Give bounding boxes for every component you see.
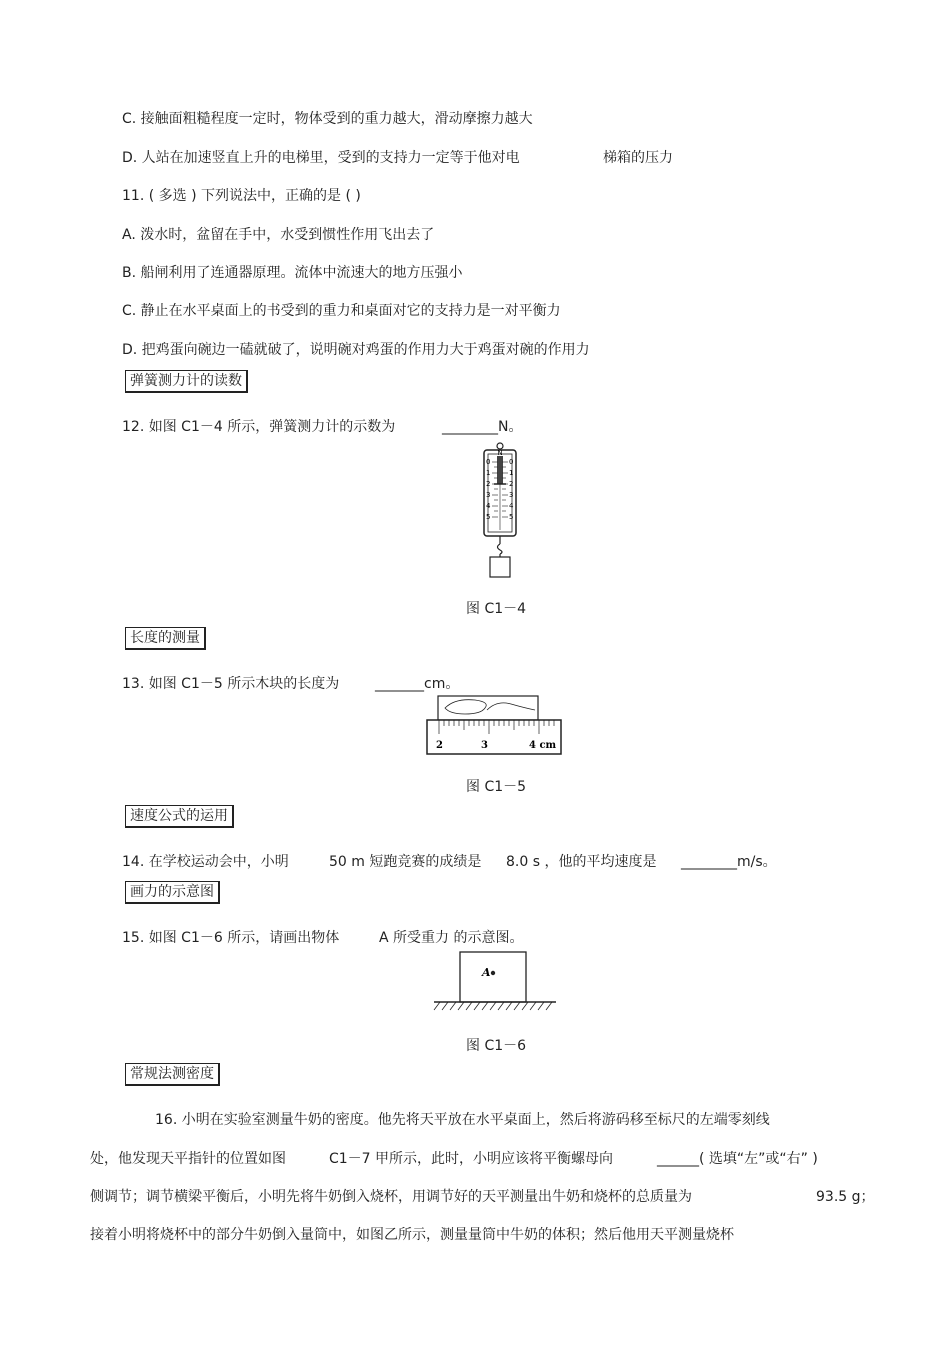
center-of-gravity-dot [491, 971, 495, 975]
svg-text:4 cm: 4 cm [529, 740, 557, 751]
section-label-force-diagram: 画力的示意图 [125, 881, 220, 904]
svg-text:2: 2 [486, 480, 491, 488]
section-label-length: 长度的测量 [125, 627, 206, 650]
question-11-option-b: B. 船闸利用了连通器原理。流体中流速大的地方压强小 [122, 265, 463, 281]
option-d-elevator-end: 梯箱的压力 [603, 150, 673, 166]
svg-text:3: 3 [509, 491, 514, 499]
spring-scale-figure [470, 440, 530, 580]
block-a-label: A [482, 966, 491, 979]
svg-text:0: 0 [509, 458, 514, 466]
option-d-elevator: D. 人站在加速竖直上升的电梯里，受到的支持力一定等于他对电 [122, 150, 520, 166]
section-label-speed-formula: 速度公式的运用 [125, 805, 234, 828]
question-12-blank: ________N。 [442, 419, 523, 435]
question-15-part-2: A 所受重力 的示意图。 [379, 930, 524, 946]
question-14-part-2: 50 m 短跑竞赛的成绩是 [329, 854, 482, 870]
block-on-ground-figure [430, 948, 560, 1018]
svg-text:1: 1 [486, 469, 491, 477]
question-16-line-2-blank: ______( 选填“左”或“右” ) [657, 1151, 818, 1167]
section-label-density: 常规法测密度 [125, 1063, 220, 1086]
question-11-option-d: D. 把鸡蛋向碗边一磕就破了，说明碗对鸡蛋的作用力大于鸡蛋对碗的作用力 [122, 342, 590, 358]
svg-text:2: 2 [436, 740, 443, 751]
figure-caption-c1-4: 图 C1－4 [466, 601, 527, 617]
section-label-spring-scale: 弹簧测力计的读数 [125, 370, 248, 393]
question-11-option-a: A. 泼水时，盆留在手中，水受到惯性作用飞出去了 [122, 227, 435, 243]
question-13: 13. 如图 C1－5 所示木块的长度为 [122, 676, 340, 692]
svg-text:2: 2 [509, 480, 514, 488]
question-16-mass-value: 93.5 g； [816, 1189, 875, 1205]
svg-text:1: 1 [509, 469, 514, 477]
question-16-line-4: 接着小明将烧杯中的部分牛奶倒入量筒中，如图乙所示，测量量筒中牛奶的体积；然后他用天平测量烧杯 [90, 1227, 734, 1243]
figure-caption-c1-6: 图 C1－6 [466, 1038, 527, 1054]
svg-text:4: 4 [509, 502, 514, 510]
question-13-blank: _______cm。 [375, 676, 460, 692]
ruler-figure [425, 694, 565, 758]
question-16-line-2-part-2: C1－7 甲所示，此时，小明应该将平衡螺母向 [329, 1151, 614, 1167]
option-c-friction: C. 接触面粗糙程度一定时，物体受到的重力越大，滑动摩擦力越大 [122, 111, 533, 127]
question-16-line-1: 16. 小明在实验室测量牛奶的密度。他先将天平放在水平桌面上，然后将游码移至标尺的左端零刻线 [155, 1112, 770, 1128]
question-11: 11. ( 多选 ) 下列说法中，正确的是 ( ) [122, 188, 361, 204]
question-14-blank: ________m/s。 [681, 854, 777, 870]
svg-text:4: 4 [486, 502, 491, 510]
wooden-block [438, 696, 538, 720]
svg-text:0: 0 [486, 458, 491, 466]
svg-text:3: 3 [481, 740, 488, 751]
question-16-line-2-part-1: 处，他发现天平指针的位置如图 [90, 1151, 286, 1167]
question-14-part-1: 14. 在学校运动会中，小明 [122, 854, 289, 870]
question-14-part-3: 8.0 s ，他的平均速度是 [506, 854, 657, 870]
svg-text:5: 5 [486, 513, 491, 521]
figure-caption-c1-5: 图 C1－5 [466, 779, 527, 795]
hanging-weight [490, 557, 510, 577]
question-15-part-1: 15. 如图 C1－6 所示，请画出物体 [122, 930, 340, 946]
scale-unit-label: N [497, 449, 503, 457]
block-a [460, 952, 526, 1002]
svg-text:3: 3 [486, 491, 491, 499]
question-12: 12. 如图 C1－4 所示，弹簧测力计的示数为 [122, 419, 396, 435]
question-11-option-c: C. 静止在水平桌面上的书受到的重力和桌面对它的支持力是一对平衡力 [122, 303, 561, 319]
ground-hatching [434, 1002, 552, 1010]
question-16-line-3: 侧调节；调节横梁平衡后，小明先将牛奶倒入烧杯，用调节好的天平测量出牛奶和烧杯的总质量为 [90, 1189, 692, 1205]
svg-text:5: 5 [509, 513, 514, 521]
